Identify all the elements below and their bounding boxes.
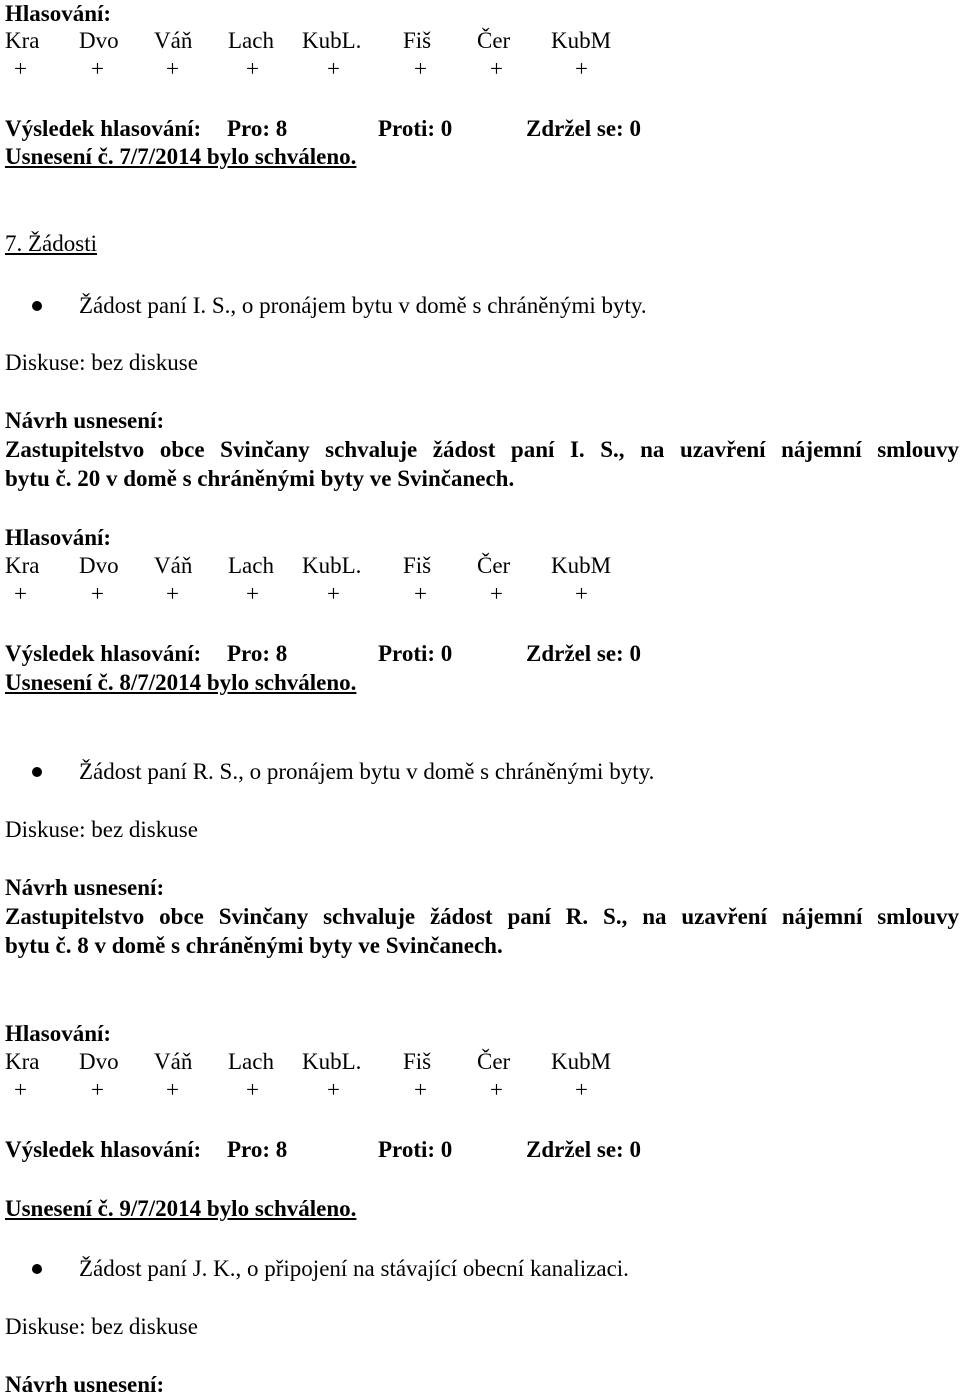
voter-name: KubL.	[302, 28, 362, 53]
vote-mark: +	[246, 581, 259, 606]
vote-mark: +	[91, 56, 104, 81]
voter-name: Váň	[154, 1049, 193, 1074]
voter-name: Váň	[154, 28, 193, 53]
vote-mark: +	[246, 1077, 259, 1102]
voter-name: Váň	[154, 553, 193, 578]
discussion-note: Diskuse: bez diskuse	[5, 1314, 198, 1339]
result-label: Výsledek hlasování:	[5, 116, 202, 141]
resolution-approved: Usnesení č. 7/7/2014 bylo schváleno.	[5, 144, 357, 169]
result-proti: Proti: 0	[378, 641, 453, 666]
voter-name: KubM	[551, 1049, 612, 1074]
voter-name: Fiš	[403, 28, 432, 53]
vote-mark: +	[14, 581, 27, 606]
result-pro: Pro: 8	[227, 1137, 288, 1162]
hlasovani-label: Hlasování:	[5, 1021, 112, 1046]
voter-name: Lach	[228, 1049, 274, 1074]
voter-name: Kra	[5, 28, 40, 53]
vote-mark: +	[91, 581, 104, 606]
voter-name: KubL.	[302, 553, 362, 578]
result-pro: Pro: 8	[227, 116, 288, 141]
vote-mark: +	[327, 56, 340, 81]
vote-mark: +	[166, 581, 179, 606]
hlasovani-label: Hlasování:	[5, 525, 112, 550]
discussion-note: Diskuse: bez diskuse	[5, 817, 198, 842]
hlasovani-label: Hlasování:	[5, 1, 112, 26]
vote-mark: +	[327, 581, 340, 606]
vote-mark: +	[575, 56, 588, 81]
resolution-approved: Usnesení č. 8/7/2014 bylo schváleno.	[5, 670, 357, 695]
proposal-label: Návrh usnesení:	[5, 1372, 165, 1397]
bullet-icon	[32, 767, 42, 777]
vote-mark: +	[166, 56, 179, 81]
vote-mark: +	[414, 56, 427, 81]
request-item: Žádost paní R. S., o pronájem bytu v domě s chráněnými byty.	[79, 759, 655, 784]
voter-name: Kra	[5, 1049, 40, 1074]
vote-mark: +	[14, 1077, 27, 1102]
vote-mark: +	[14, 56, 27, 81]
voter-name: Čer	[477, 553, 511, 578]
proposal-text-cont: bytu č. 20 v domě s chráněnými byty ve Svinčanech.	[5, 466, 515, 491]
voter-name: Lach	[228, 28, 274, 53]
resolution-approved: Usnesení č. 9/7/2014 bylo schváleno.	[5, 1196, 357, 1221]
vote-mark: +	[575, 1077, 588, 1102]
vote-mark: +	[490, 56, 503, 81]
request-item: Žádost paní J. K., o připojení na stávající obecní kanalizaci.	[79, 1256, 629, 1281]
result-zdrzel: Zdržel se: 0	[526, 641, 641, 666]
voter-name: KubM	[551, 553, 612, 578]
voter-name: Lach	[228, 553, 274, 578]
vote-mark: +	[414, 1077, 427, 1102]
vote-mark: +	[91, 1077, 104, 1102]
result-label: Výsledek hlasování:	[5, 641, 202, 666]
voter-name: Čer	[477, 28, 511, 53]
proposal-label: Návrh usnesení:	[5, 408, 165, 433]
voter-name: Čer	[477, 1049, 511, 1074]
result-proti: Proti: 0	[378, 116, 453, 141]
vote-mark: +	[575, 581, 588, 606]
voter-name: KubM	[551, 28, 612, 53]
bullet-icon	[32, 1264, 42, 1274]
vote-mark: +	[166, 1077, 179, 1102]
request-item: Žádost paní I. S., o pronájem bytu v domě s chráněnými byty.	[79, 293, 647, 318]
result-proti: Proti: 0	[378, 1137, 453, 1162]
section-heading: 7. Žádosti	[5, 231, 97, 256]
voter-name: Dvo	[79, 1049, 119, 1074]
voter-name: Dvo	[79, 28, 119, 53]
proposal-label: Návrh usnesení:	[5, 875, 165, 900]
vote-mark: +	[246, 56, 259, 81]
proposal-text: Zastupitelstvo obce Svinčany schvaluje žádost paní R. S., na uzavření nájemní smlouvy	[5, 904, 959, 929]
discussion-note: Diskuse: bez diskuse	[5, 350, 198, 375]
result-zdrzel: Zdržel se: 0	[526, 1137, 641, 1162]
proposal-text: Zastupitelstvo obce Svinčany schvaluje žádost paní I. S., na uzavření nájemní smlouvy	[5, 437, 959, 462]
vote-mark: +	[414, 581, 427, 606]
vote-mark: +	[490, 1077, 503, 1102]
result-pro: Pro: 8	[227, 641, 288, 666]
vote-mark: +	[327, 1077, 340, 1102]
voter-name: Fiš	[403, 553, 432, 578]
bullet-icon	[32, 301, 42, 311]
voter-name: Dvo	[79, 553, 119, 578]
vote-mark: +	[490, 581, 503, 606]
voter-name: Kra	[5, 553, 40, 578]
result-zdrzel: Zdržel se: 0	[526, 116, 641, 141]
voter-name: Fiš	[403, 1049, 432, 1074]
voter-name: KubL.	[302, 1049, 362, 1074]
proposal-text-cont: bytu č. 8 v domě s chráněnými byty ve Svinčanech.	[5, 933, 503, 958]
result-label: Výsledek hlasování:	[5, 1137, 202, 1162]
